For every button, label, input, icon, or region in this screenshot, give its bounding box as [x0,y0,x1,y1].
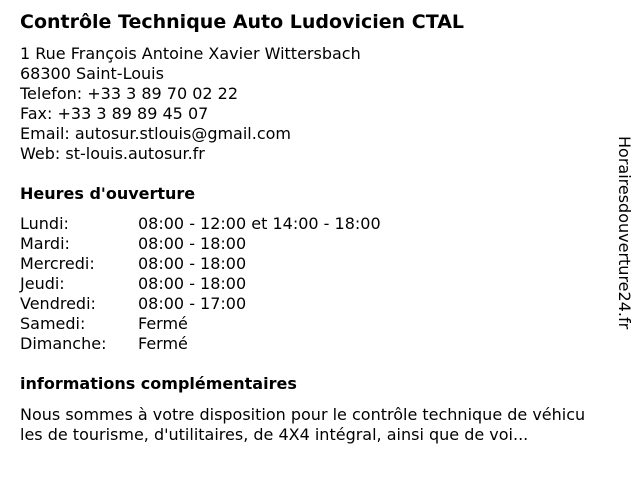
hours-value: 08:00 - 12:00 et 14:00 - 18:00 [138,214,381,233]
day-label: Samedi: [20,314,86,333]
address-city: 68300 Saint-Louis [20,64,164,83]
address-street: 1 Rue François Antoine Xavier Wittersbach [20,44,361,63]
website-address: Web: st-louis.autosur.fr [20,144,205,163]
description-line: les de tourisme, d'utilitaires, de 4X4 intégral, ainsi que de voi... [20,425,529,444]
day-label: Lundi: [20,214,69,233]
contact-block [20,44,361,164]
fax-number: Fax: +33 3 89 89 45 07 [20,104,209,123]
hours-value: 08:00 - 18:00 [138,234,247,253]
hours-value: 08:00 - 18:00 [138,274,247,293]
day-label: Mardi: [20,234,70,253]
description-line: Nous sommes à votre disposition pour le contrôle technique de véhicu [20,405,586,424]
additional-info-heading: informations complémentaires [20,374,297,393]
day-label: Vendredi: [20,294,96,313]
page-title: Contrôle Technique Auto Ludovicien CTAL [20,11,465,33]
email-address: Email: autosur.stlouis@gmail.com [20,124,292,143]
phone-number: Telefon: +33 3 89 70 02 22 [20,84,239,103]
hours-value: 08:00 - 17:00 [138,294,247,313]
hours-value: Fermé [138,334,188,353]
hours-value: 08:00 - 18:00 [138,254,247,273]
day-label: Mercredi: [20,254,95,273]
day-label: Jeudi: [20,274,65,293]
additional-info-text [20,405,632,445]
day-label: Dimanche: [20,334,107,353]
hours-value: Fermé [138,314,188,333]
site-watermark: Horairesdouverture24.fr [615,136,634,330]
opening-hours-heading: Heures d'ouverture [20,184,196,203]
